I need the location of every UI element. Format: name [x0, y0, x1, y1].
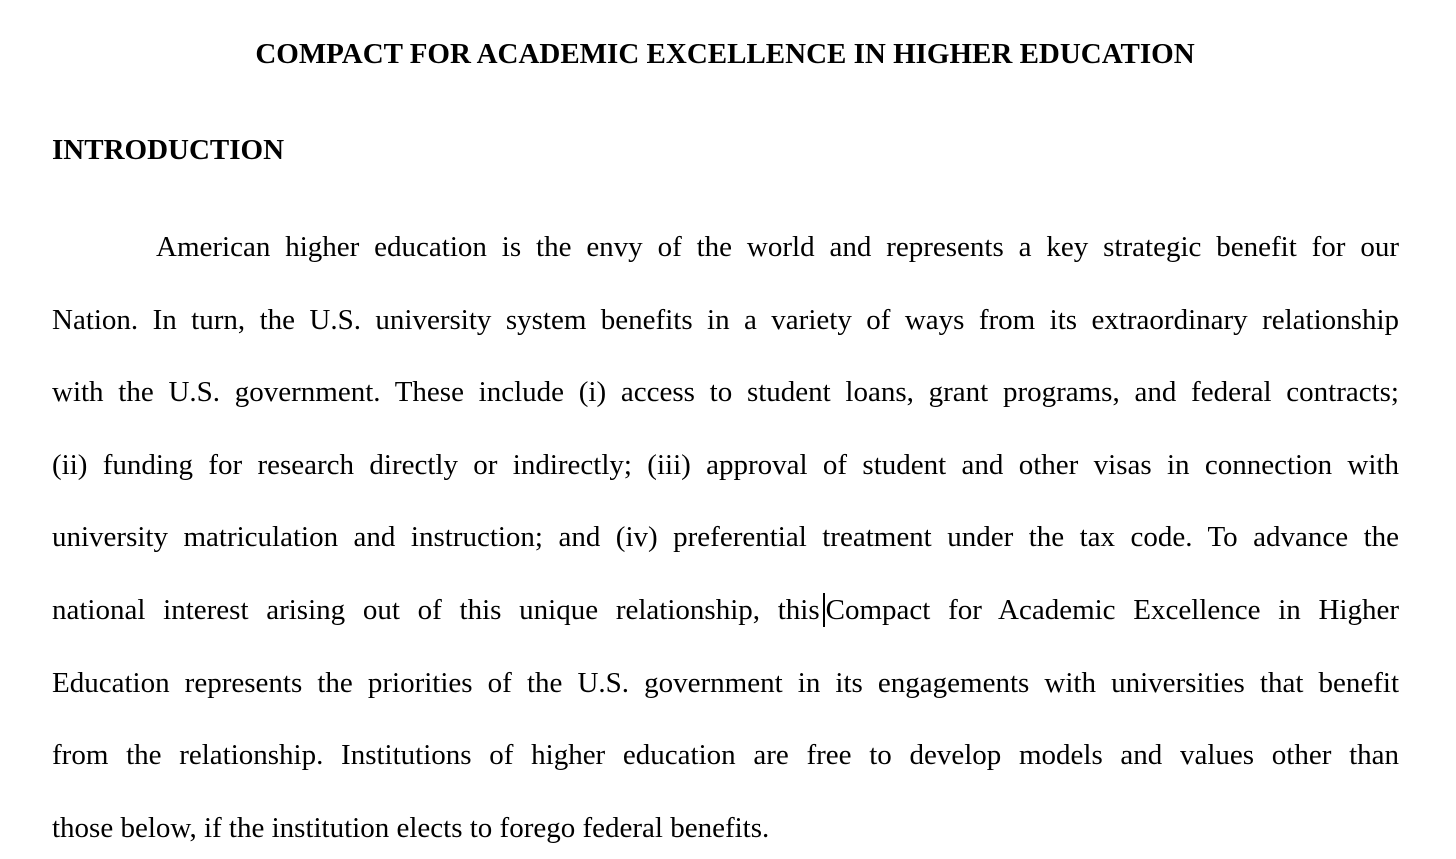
- paragraph-line-9: those below, if the institution elects to forego federal benefits.: [52, 812, 770, 844]
- document-title: COMPACT FOR ACADEMIC EXCELLENCE IN HIGHER EDUCATION: [255, 38, 1195, 70]
- paragraph-line-3: with the U.S. government. These include (i) access to student loans, grant programs, and federal contracts;: [52, 376, 1399, 408]
- paragraph-line-1: American higher education is the envy of the world and represents a key strategic benefit for our: [156, 231, 1399, 263]
- paragraph-line-6-end: Compact for Academic Excellence in Higher: [825, 594, 1400, 626]
- paragraph-line-6-start: national interest arising out of this unique relationship, this: [52, 594, 820, 626]
- paragraph-line-6: [52, 590, 1399, 630]
- paragraph-line-8: from the relationship. Institutions of higher education are free to develop models and values other than: [52, 739, 1399, 771]
- paragraph-line-5: university matriculation and instruction; and (iv) preferential treatment under the tax code. To advance the: [52, 521, 1399, 553]
- section-heading-introduction: INTRODUCTION: [52, 134, 285, 166]
- paragraph-line-7: Education represents the priorities of the U.S. government in its engagements with universities that benefit: [52, 667, 1399, 699]
- paragraph-line-4: (ii) funding for research directly or indirectly; (iii) approval of student and other visas in connection with: [52, 449, 1399, 481]
- paragraph-line-2: Nation. In turn, the U.S. university system benefits in a variety of ways from its extraordinary relationship: [52, 304, 1399, 336]
- text-cursor: [823, 593, 825, 627]
